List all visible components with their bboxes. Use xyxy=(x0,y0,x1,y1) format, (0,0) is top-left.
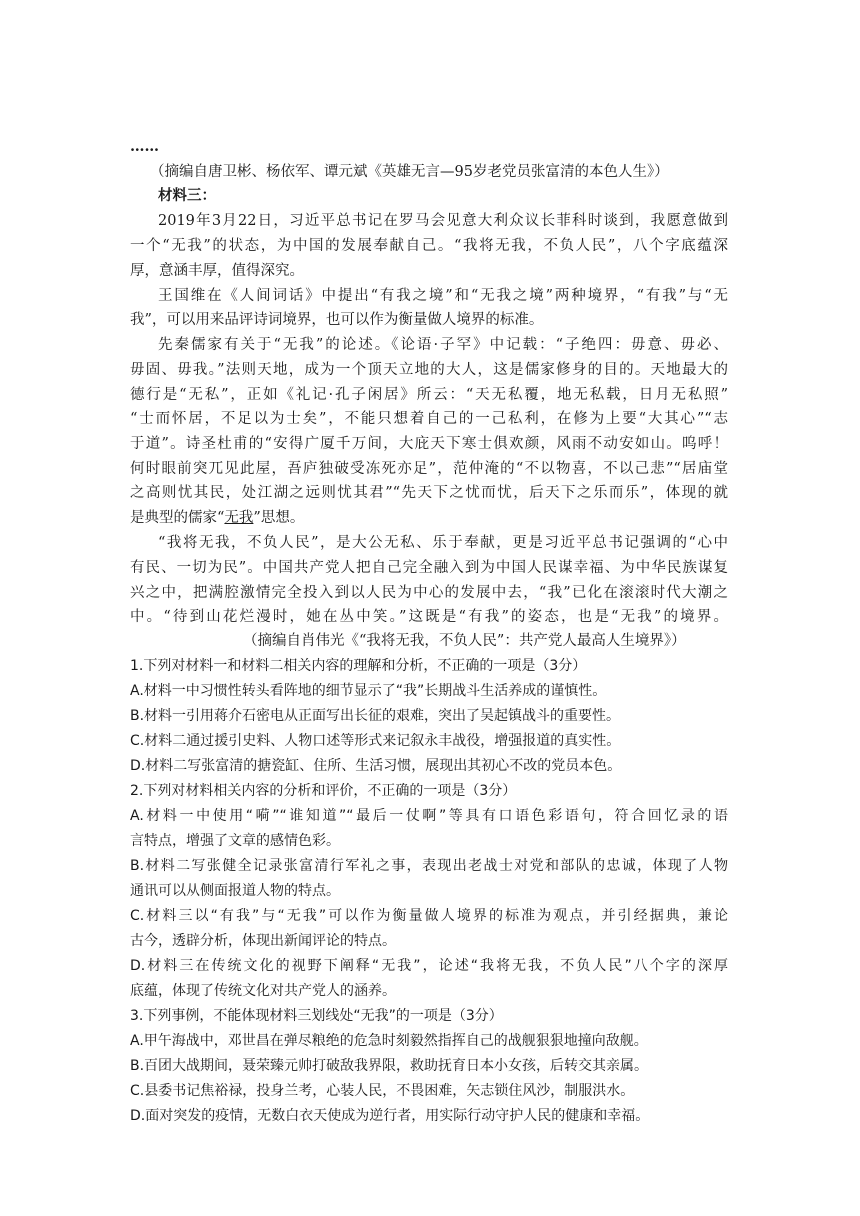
question-3: 3.下列事例，不能体现材料三划线处“无我”的一项是（3分） xyxy=(130,1008,503,1024)
option-3c: C.县委书记焦裕禄，投身兰考，心装人民，不畏困难，矢志锁住风沙，制服洪水。 xyxy=(130,1083,635,1099)
m3-line-post: ”思想。 xyxy=(253,510,305,526)
question-2: 2.下列对材料相关内容的分析和评价，不正确的一项是（3分） xyxy=(130,783,517,799)
option-3b: B.百团大战期间，聂荣臻元帅打破敌我界限，救助抚育日本小女孩，后转交其亲属。 xyxy=(130,1058,649,1074)
m3-line: 毋固、毋我。”法则天地，成为一个顶天立地的大人，这是儒家修身的目的。天地最大的 xyxy=(130,362,728,378)
m3-line: 德行是“无私”，正如《礼记·孔子闲居》所云：“天无私覆，地无私载，日月无私照” xyxy=(130,387,728,403)
option-2b-cont: 通讯可以从侧面报道人物的特点。 xyxy=(130,883,340,899)
material-3-title: 材料三： xyxy=(158,187,216,204)
m3-line: 中。“待到山花烂漫时，她在丛中笑。”这既是“有我”的姿态，也是“无我”的境界。 xyxy=(130,609,728,625)
ellipsis: …… xyxy=(130,138,159,155)
m3-line: 王国维在《人间词话》中提出“有我之境”和“无我之境”两种境界，“有我”与“无 xyxy=(158,288,728,304)
option-2d: D.材料三在传统文化的视野下阐释“无我”，论述“我将无我，不负人民”八个字的深厚 xyxy=(130,958,728,974)
source-material-3: （摘编自肖伟光《“我将无我，不负人民”：共产党人最高人生境界》） xyxy=(243,633,686,649)
option-2a-cont: 言特点，增强了文章的感情色彩。 xyxy=(130,833,340,849)
m3-line: 先秦儒家有关于“无我”的论述。《论语·子罕》中记载：“子绝四：毋意、毋必、 xyxy=(158,337,728,353)
m3-line: 于道”。诗圣杜甫的“安得广厦千万间，大庇天下寒士俱欢颜，风雨不动安如山。呜呼！ xyxy=(130,436,728,452)
m3-line: 之高则忧其民，处江湖之远则忧其君”“先天下之忧而忧，后天下之乐而乐”，体现的就 xyxy=(130,485,728,501)
option-1b: B.材料一引用蒋介石密电从正面写出长征的艰难，突出了吴起镇战斗的重要性。 xyxy=(130,708,621,724)
m3-line: 有民、一切为民”。中国共产党人把自己完全融入到为中国人民谋幸福、为中华民族谋复 xyxy=(130,560,728,576)
m3-line: 厚，意涵丰厚，值得深究。 xyxy=(130,263,304,279)
m3-line: 何时眼前突兀见此屋，吾庐独破受冻死亦足”，范仲淹的“不以物喜，不以己悲”“居庙堂 xyxy=(130,461,728,477)
m3-line: “我将无我，不负人民”，是大公无私、乐于奉献，更是习近平总书记强调的“心中 xyxy=(158,535,728,551)
m3-line: 一个“无我”的状态，为中国的发展奉献自己。“我将无我，不负人民”，八个字底蕴深 xyxy=(130,238,728,254)
option-2d-cont: 底蕴，体现了传统文化对共产党人的涵养。 xyxy=(130,983,396,999)
option-2a: A.材料一中使用“嗬”“谁知道”“最后一仗啊”等具有口语色彩语句，符合回忆录的语 xyxy=(130,808,728,824)
m3-line: 我”，可以用来品评诗词境界，也可以作为衡量做人境界的标准。 xyxy=(130,312,544,328)
option-3a: A.甲午海战中，邓世昌在弹尽粮绝的危急时刻毅然指挥自己的战舰狠狠地撞向敌舰。 xyxy=(130,1033,648,1049)
m3-line: 兴之中，把满腔激情完全投入到以人民为中心的发展中去，“我”已化在滚滚时代大潮之 xyxy=(130,585,728,601)
option-3d: D.面对突发的疫情，无数白衣天使成为逆行者，用实际行动守护人民的健康和幸福。 xyxy=(130,1108,650,1124)
question-1: 1.下列对材料一和材料二相关内容的理解和分析，不正确的一项是（3分） xyxy=(130,658,587,674)
option-2b: B.材料二写张健全记录张富清行军礼之事，表现出老战士对党和部队的忠诚，体现了人物 xyxy=(130,858,728,874)
underlined-wuwo: 无我 xyxy=(224,510,254,526)
m3-line: “士而怀居，不足以为士矣”，不能只想着自己的一己私利，在修为上要“大其心”“志 xyxy=(130,411,728,427)
source-material-2: （摘编自唐卫彬、杨依军、谭元斌《英雄无言—95岁老党员张富清的本色人生》） xyxy=(150,164,669,180)
m3-line: 2019年3月22日，习近平总书记在罗马会见意大利众议长菲科时谈到，我愿意做到 xyxy=(158,213,728,229)
m3-line-pre: 是典型的儒家“ xyxy=(130,510,225,526)
option-2c: C.材料三以“有我”与“无我”可以作为衡量做人境界的标准为观点，并引经据典，兼论 xyxy=(130,908,728,924)
option-2c-cont: 古今，透辟分析，体现出新闻评论的特点。 xyxy=(130,933,396,949)
m3-line-underlined xyxy=(130,507,728,529)
option-1d: D.材料二写张富清的搪瓷缸、住所、生活习惯，展现出其初心不改的党员本色。 xyxy=(130,758,622,774)
option-1c: C.材料二通过援引史料、人物口述等形式来记叙永丰战役，增强报道的真实性。 xyxy=(130,733,621,749)
option-1a: A.材料一中习惯性转头看阵地的细节显示了“我”长期战斗生活养成的谨慎性。 xyxy=(130,683,607,699)
